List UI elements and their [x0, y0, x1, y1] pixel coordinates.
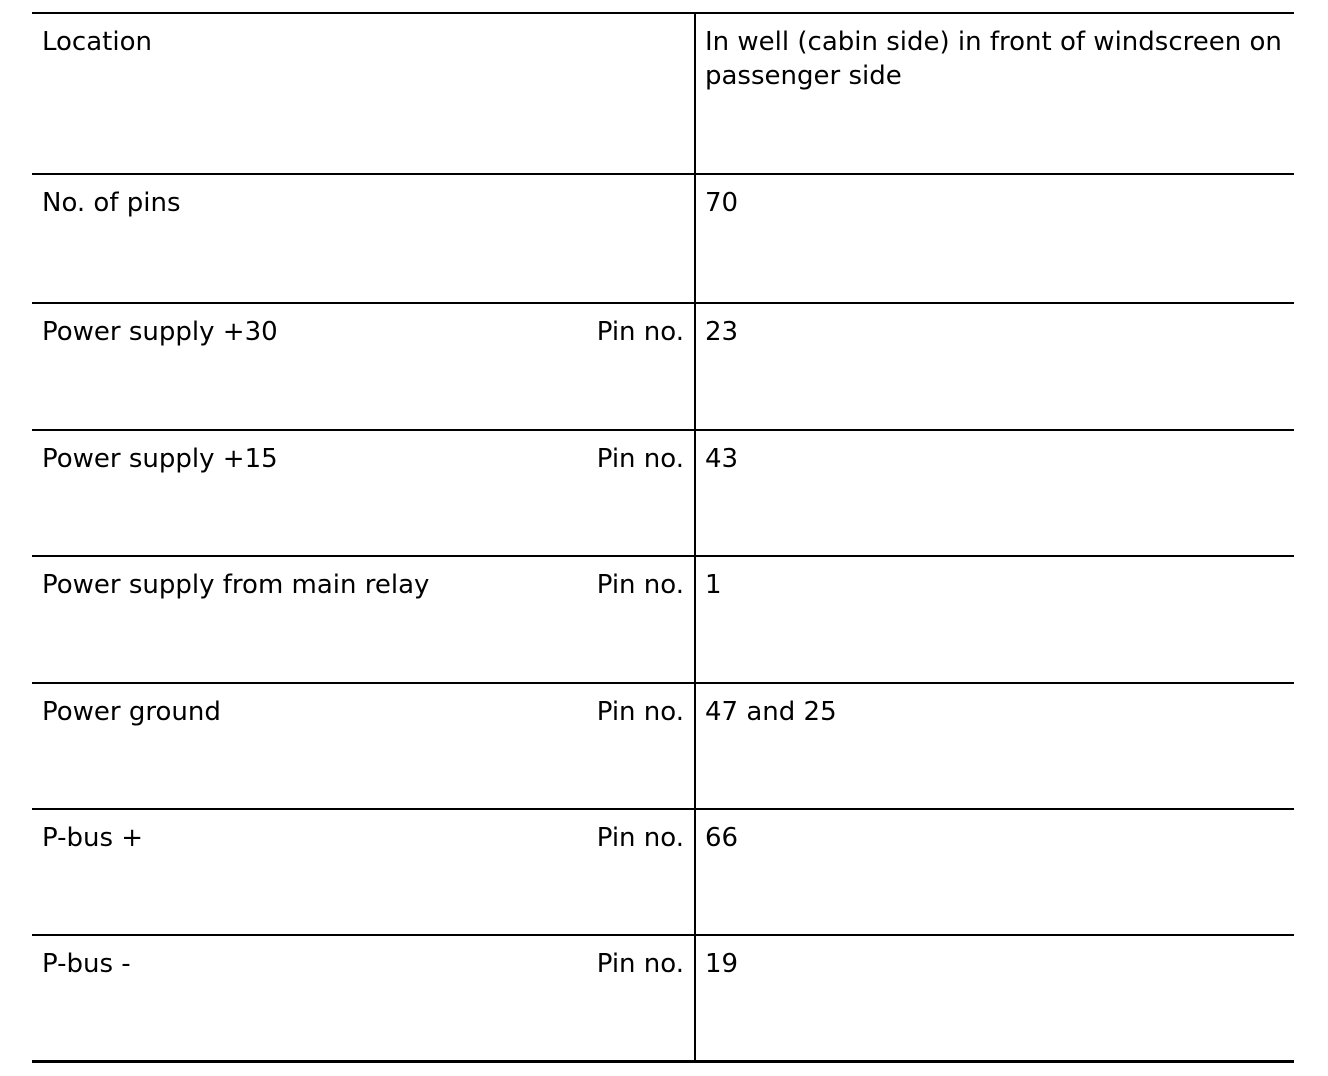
label-cell: [32, 13, 695, 174]
row-value: 23: [705, 317, 739, 347]
row-label: P-bus +: [42, 823, 144, 853]
row-value: 47 and 25: [705, 697, 837, 727]
row-label: Location: [42, 27, 152, 57]
value-cell: [695, 556, 1294, 683]
label-cell: [32, 935, 695, 1061]
table-row: [32, 556, 1294, 683]
row-label: No. of pins: [42, 188, 181, 218]
row-value: 43: [705, 444, 739, 474]
value-cell: [695, 303, 1294, 430]
value-cell: [695, 809, 1294, 935]
label-cell: [32, 556, 695, 683]
table-row: [32, 430, 1294, 556]
pin-no-label: Pin no.: [596, 949, 684, 979]
row-value: 19: [705, 949, 739, 979]
row-value: In well (cabin side) in front of windscreen on passenger side: [705, 27, 1282, 91]
row-label: Power ground: [42, 697, 221, 727]
row-label: P-bus -: [42, 949, 131, 979]
pin-no-label: Pin no.: [596, 570, 684, 600]
row-value: 66: [705, 823, 739, 853]
row-label: Power supply from main relay: [42, 570, 430, 600]
value-cell: [695, 430, 1294, 556]
table-row: [32, 303, 1294, 430]
label-cell: [32, 683, 695, 809]
pin-no-label: Pin no.: [596, 444, 684, 474]
table-row: [32, 683, 1294, 809]
row-label: Power supply +30: [42, 317, 278, 347]
label-cell: [32, 809, 695, 935]
row-value: 70: [705, 188, 739, 218]
spec-table: [32, 12, 1294, 1063]
label-cell: [32, 430, 695, 556]
table-row: [32, 809, 1294, 935]
value-cell: [695, 683, 1294, 809]
value-cell: [695, 935, 1294, 1061]
pin-no-label: Pin no.: [596, 697, 684, 727]
table-row: [32, 13, 1294, 174]
label-cell: [32, 303, 695, 430]
pin-no-label: Pin no.: [596, 317, 684, 347]
pin-no-label: Pin no.: [596, 823, 684, 853]
table-row: [32, 174, 1294, 303]
label-cell: [32, 174, 695, 303]
value-cell: [695, 174, 1294, 303]
value-cell: [695, 13, 1294, 174]
row-value: 1: [705, 570, 722, 600]
table-row: [32, 935, 1294, 1061]
row-label: Power supply +15: [42, 444, 278, 474]
